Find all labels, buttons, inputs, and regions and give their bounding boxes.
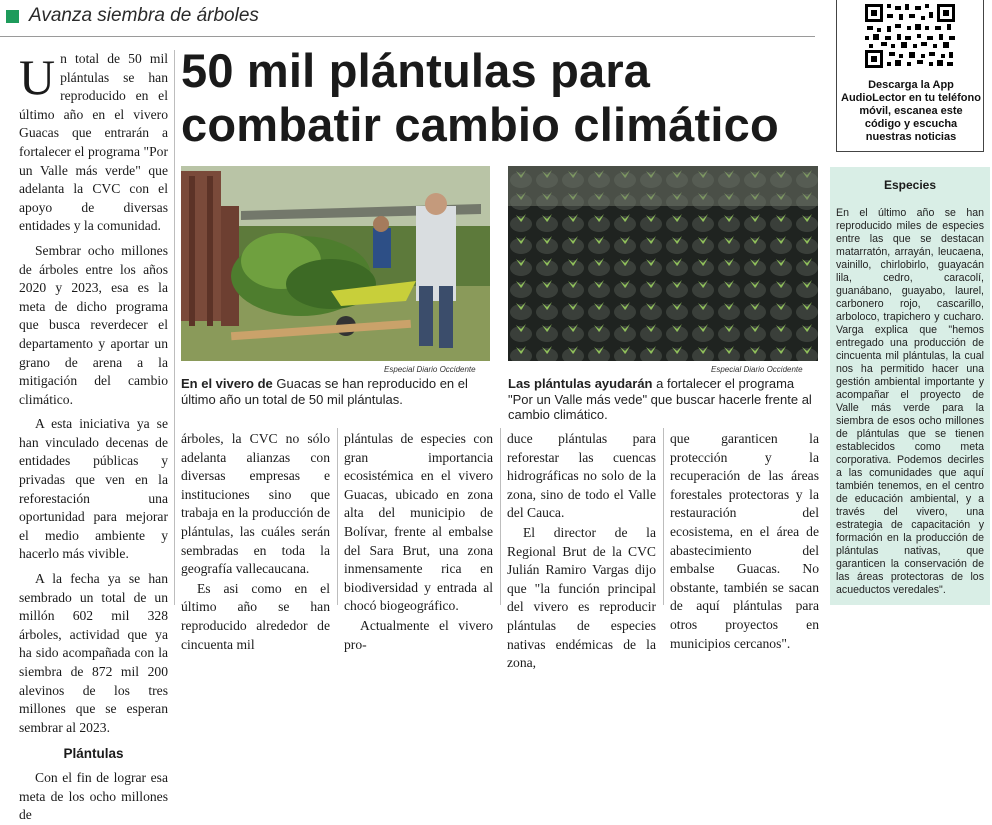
section-tag bbox=[6, 6, 259, 26]
photo1-caption bbox=[181, 376, 493, 407]
nursery-workers-image bbox=[181, 166, 490, 361]
column-5 bbox=[670, 430, 819, 653]
col2-paragraph-1: árboles, la CVC no sólo adelanta alianzas con diversas empresas e instituciones sino que trabaja en la producción de plántulas, las cuáles serán sembradas en toda la geografía vallecaucana. bbox=[181, 431, 330, 577]
section-marker-icon bbox=[6, 10, 19, 23]
column-4 bbox=[507, 430, 656, 673]
col4-paragraph-1: duce plántulas para reforestar las cuencas hidrográficas no solo de la zona, sino de todo el Valle del Cauca. bbox=[507, 431, 656, 521]
column-rule bbox=[500, 428, 501, 605]
photo2-caption-text: a fortalecer el programa "Por un Valle más vede" que buscar hacerle frente al cambio climático. bbox=[508, 376, 812, 422]
top-rule bbox=[0, 36, 815, 37]
col3-paragraph-1: plántulas de especies con gran importancia ecosistémica en el vivero Guacas, ubicado en zona alta del municipio de Bolívar, frente al embalse del Sara Brut, una zona inmensamente rica en biodiversidad y entrada al chocó biogeográfico. bbox=[344, 431, 493, 614]
column-2 bbox=[181, 430, 330, 654]
col3-paragraph-2: Actualmente el vivero pro- bbox=[344, 617, 493, 652]
qr-code-icon[interactable] bbox=[863, 2, 957, 70]
col4-paragraph-2: El director de la Regional Brut de la CVC Julián Ramiro Vargas dijo que "la función principal del vivero es reproducir plántulas de especies nativas endémicas de la zona, bbox=[507, 524, 656, 671]
qr-instructions: Descarga la App AudioLector en tu teléfono móvil, escanea este código y escucha nuestras noticias bbox=[841, 79, 981, 143]
photo-seedlings bbox=[508, 166, 818, 361]
photo-nursery-workers bbox=[181, 166, 490, 361]
headline: 50 mil plántulas para combatir cambio climático bbox=[181, 44, 779, 151]
column-rule bbox=[174, 50, 175, 605]
col1-paragraph-1: n total de 50 mil plántulas se han reproducido en el último año en el vivero Guacas que entrarán a fortalecer el programa "Por un Valle más verde" que adelanta la CVC con el apoyo de diversas entidades y la comunidad. bbox=[19, 51, 168, 234]
photo2-caption bbox=[508, 376, 820, 423]
sidebar-title: Especies bbox=[883, 178, 937, 192]
sidebar-body: En el último año se han reproducido miles de especies entre las que se destacan matarratón, arrayán, leucaena, vainillo, chirlobirlo, guayacán lila, cedro, caracolí, guanábano, guayabo, laurel, carbonero rojo, cascarillo, arboloco, trapichero y cucharo. Varga explica que "hemos entregado una producción de cincuenta mil plántulas, la cual nos ha permitido hacer una gestión ambiental importante y acompañar el proyecto de Valle más verde para la siembra de esos ocho millones de plántulas que se tienen establecidos como meta corporativa. Podemos decirles a las comunidades que aquí también tenemos, en el centro de educación ambiental, y a través del vivero, una estrategia de capacitación y formación en la producción de plántulas nativas, que garanticen la conservación de las áreas protectoras de los acueductos veredales". bbox=[836, 207, 984, 596]
col5-paragraph-1: que garanticen la protección y la recuperación de las áreas forestales protectoras y la restauración del ecosistema, en el área de abastecimiento del embalse Guacas. No obstante, también se sacan de aquí plántulas para otros proyectos en municipios cercanos". bbox=[670, 431, 819, 651]
column-1 bbox=[19, 50, 168, 825]
column-rule bbox=[337, 428, 338, 605]
subheading-plantulas: Plántulas bbox=[63, 746, 124, 762]
seedlings-image bbox=[508, 166, 818, 361]
col1-paragraph-5: Con el fin de lograr esa meta de los ocho millones de bbox=[19, 769, 168, 823]
photo2-credit: Especial Diario Occidente bbox=[711, 365, 803, 374]
col2-paragraph-2: Es asi como en el último año se han reproducido alrededor de cincuenta mil bbox=[181, 580, 330, 652]
col1-paragraph-3: A esta iniciativa ya se han vinculado decenas de entidades públicas y privadas que ven en la reforestación una oportunidad para mejorar el medio ambiente y hacerlo más vivible. bbox=[19, 416, 168, 562]
dropcap: U bbox=[19, 49, 56, 105]
section-label: Avanza siembra de árboles bbox=[29, 5, 259, 26]
column-3 bbox=[344, 430, 493, 654]
photo1-caption-lead: En el vivero de bbox=[181, 376, 273, 391]
column-rule bbox=[663, 428, 664, 605]
photo1-caption-text: Guacas se han reproducido en el último año un total de 50 mil plántulas. bbox=[181, 376, 468, 407]
col1-paragraph-4: A la fecha ya se han sembrado un total de un millón 602 mil 328 árboles, actividad que ya ha sido acompañada con la siembra de 872 mil 200 alevinos de los tres millones que se esperan sembrar al 2023. bbox=[19, 571, 168, 735]
photo1-credit: Especial Diario Occidente bbox=[384, 365, 476, 374]
col1-paragraph-2: Sembrar ocho millones de árboles entre los años 2020 y 2023, esa es la meta de dicho programa que busca reverdecer el departamento y aportar un grano de arena a la mitigación del cambio climático. bbox=[19, 242, 168, 407]
sidebar-especies bbox=[830, 167, 990, 605]
photo2-caption-lead: Las plántulas ayudarán bbox=[508, 376, 653, 391]
qr-box bbox=[836, 0, 984, 152]
